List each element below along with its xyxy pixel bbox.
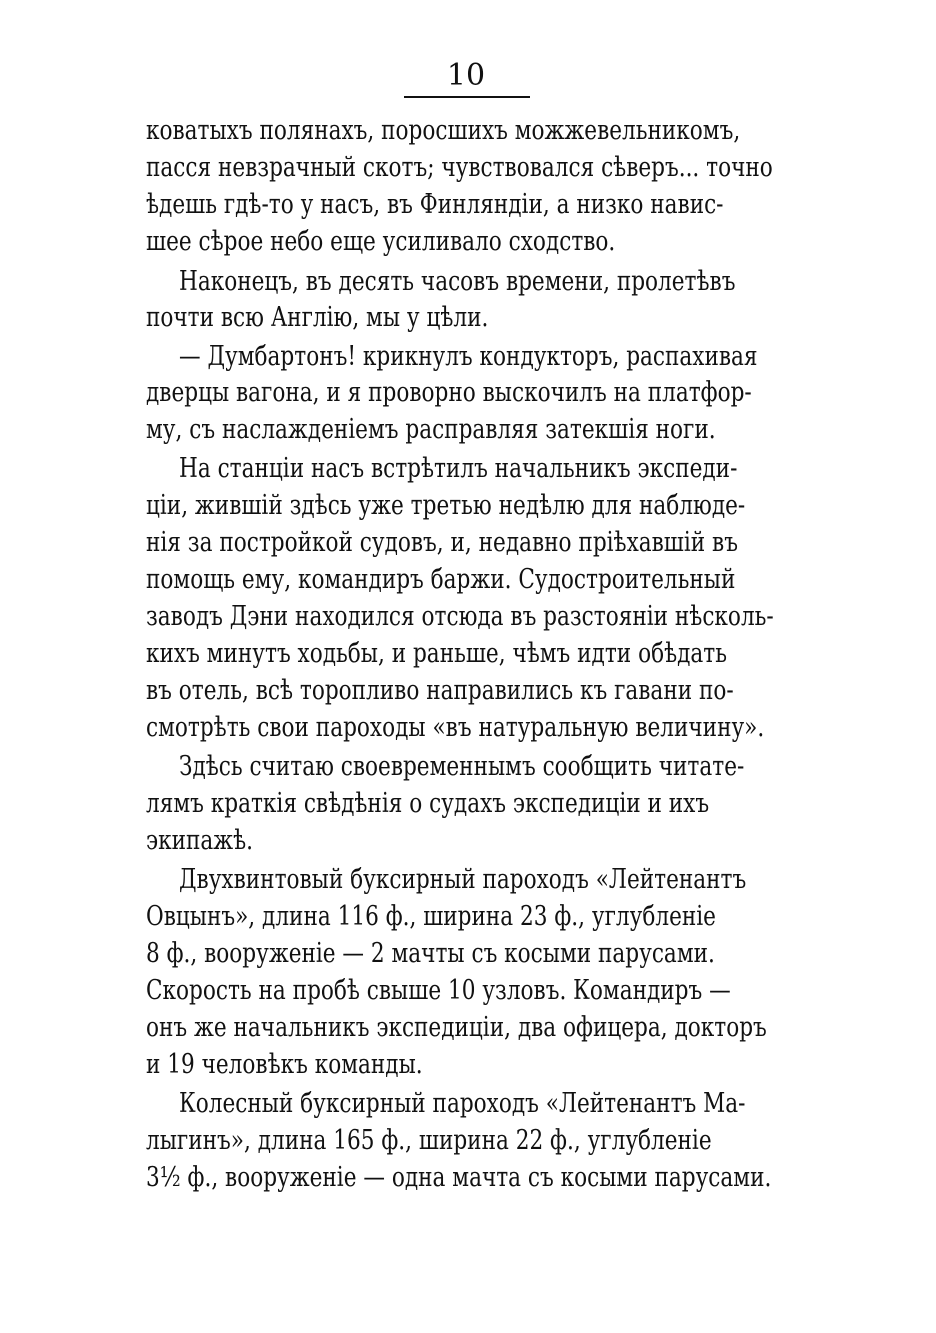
text-line: 8 ф., вооруженіе — 2 мачты съ косыми парусами. <box>146 938 715 969</box>
text-line: му, съ наслажденіемъ расправляя затекшія ноги. <box>146 414 716 445</box>
text-line: дверцы вагона, и я проворно выскочилъ на платфор- <box>146 377 752 408</box>
text-line: Наконецъ, въ десять часовъ времени, пролетѣвъ <box>179 266 736 297</box>
text-line: коватыхъ полянахъ, поросшихъ можжевельникомъ, <box>146 115 741 146</box>
text-line: экипажѣ. <box>146 825 254 856</box>
text-line: пасся невзрачный скотъ; чувствовался сѣверъ... точно <box>146 152 773 183</box>
text-line: заводъ Дэни находился отсюда въ разстояніи нѣсколь- <box>146 601 774 632</box>
page-number: 10 <box>446 58 486 93</box>
text-line: смотрѣть свои пароходы «въ натуральную величину». <box>146 712 765 743</box>
text-line: На станціи насъ встрѣтилъ начальникъ экспеди- <box>179 453 738 484</box>
text-line: лямъ краткія свѣдѣнія о судахъ экспедиціи и ихъ <box>146 788 710 819</box>
text-line: почти всю Англію, мы у цѣли. <box>146 302 489 333</box>
text-line: помощь ему, командиръ баржи. Судостроительный <box>146 564 736 595</box>
text-line: и 19 человѣкъ команды. <box>146 1049 423 1080</box>
text-line: Скорость на пробѣ свыше 10 узловъ. Командиръ — <box>146 975 731 1006</box>
text-line: лыгинъ», длина 165 ф., ширина 22 ф., углубленіе <box>146 1125 712 1156</box>
text-line: Овцынъ», длина 116 ф., ширина 23 ф., углубленіе <box>146 901 716 932</box>
text-line: нія за постройкой судовъ, и, недавно пріѣхавшій въ <box>146 527 738 558</box>
text-line: кихъ минутъ ходьбы, и раньше, чѣмъ идти обѣдать <box>146 638 727 669</box>
text-line: Колесный буксирный пароходъ «Лейтенантъ Ма- <box>179 1088 746 1119</box>
text-line: шее сѣрое небо еще усиливало сходство. <box>146 226 616 257</box>
text-line: ціи, жившій здѣсь уже третью недѣлю для наблюде- <box>146 490 746 521</box>
text-line: онъ же начальникъ экспедиціи, два офицера, докторъ <box>146 1012 767 1043</box>
text-line: — Думбартонъ! крикнулъ кондукторъ, распахивая <box>179 341 758 372</box>
text-line: Здѣсь считаю своевременнымъ сообщить читате- <box>179 751 745 782</box>
page-number-rule <box>404 96 530 98</box>
text-line: въ отель, всѣ торопливо направились къ гавани по- <box>146 675 734 706</box>
text-line: 3½ ф., вооруженіе — одна мачта съ косыми парусами. <box>146 1162 772 1193</box>
text-line: ѣдешь гдѣ-то у насъ, въ Финляндіи, а низко навис- <box>146 189 724 220</box>
text-line: Двухвинтовый буксирный пароходъ «Лейтенантъ <box>179 864 747 895</box>
